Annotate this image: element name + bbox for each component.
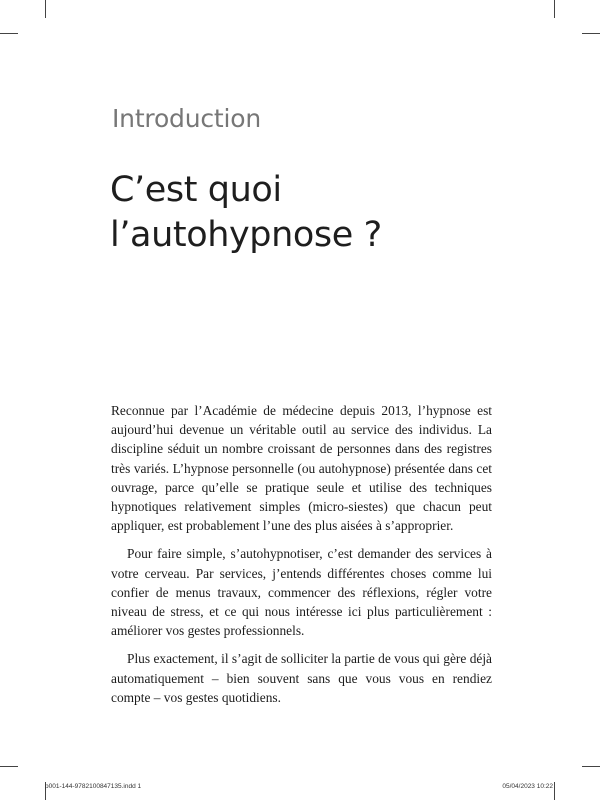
footer-date-time: 05/04/2023 10:22 <box>502 783 553 790</box>
paragraph-1: Reconnue par l’Académie de médecine depuis 2013, l’hypnose est aujourd’hui devenue un véritable outil au service des individus. La discipline séduit un nombre croissant de personnes dans des registres très variés. L’hypnose personnelle (ou autohypnose) présentée dans cet ouvrage, parce qu’elle se pratique seule et utilise des techniques hypnotiques relativement simples (micro-siestes) que chacun peut appliquer, est probablement l’une des plus aisées à s’approprier. <box>111 403 492 534</box>
crop-mark-top-right-vertical <box>554 0 555 18</box>
chapter-title <box>110 168 530 258</box>
crop-mark-top-right <box>582 33 600 34</box>
crop-mark-bottom-left <box>0 766 18 767</box>
crop-mark-top-left <box>0 33 18 34</box>
body-text <box>111 401 492 716</box>
crop-mark-top-left-vertical <box>45 0 46 18</box>
chapter-title-line-2: l’autohypnose ? <box>110 215 382 255</box>
crop-mark-bottom-right <box>582 766 600 767</box>
crop-mark-bottom-right-vertical <box>554 782 555 800</box>
paragraph-2: Pour faire simple, s’autohypnotiser, c’est demander des services à votre cerveau. Par services, j’entends différentes choses comme lui confier de menus travaux, commencer des réflexions, régler votre niveau de stress, et ce qui nous intéresse ici plus particulièrement : améliorer vos gestes professionnels. <box>111 546 492 639</box>
chapter-title-line-1: C’est quoi <box>110 170 282 210</box>
chapter-label: Introduction <box>112 104 261 133</box>
footer-file-info: p001-144-9782100847135.indd 1 <box>45 783 142 790</box>
paragraph-3: Plus exactement, il s’agit de solliciter la partie de vous qui gère déjà automatiquement – bien souvent sans que vous vous en rendiez compte – vos gestes quotidiens. <box>111 651 492 705</box>
